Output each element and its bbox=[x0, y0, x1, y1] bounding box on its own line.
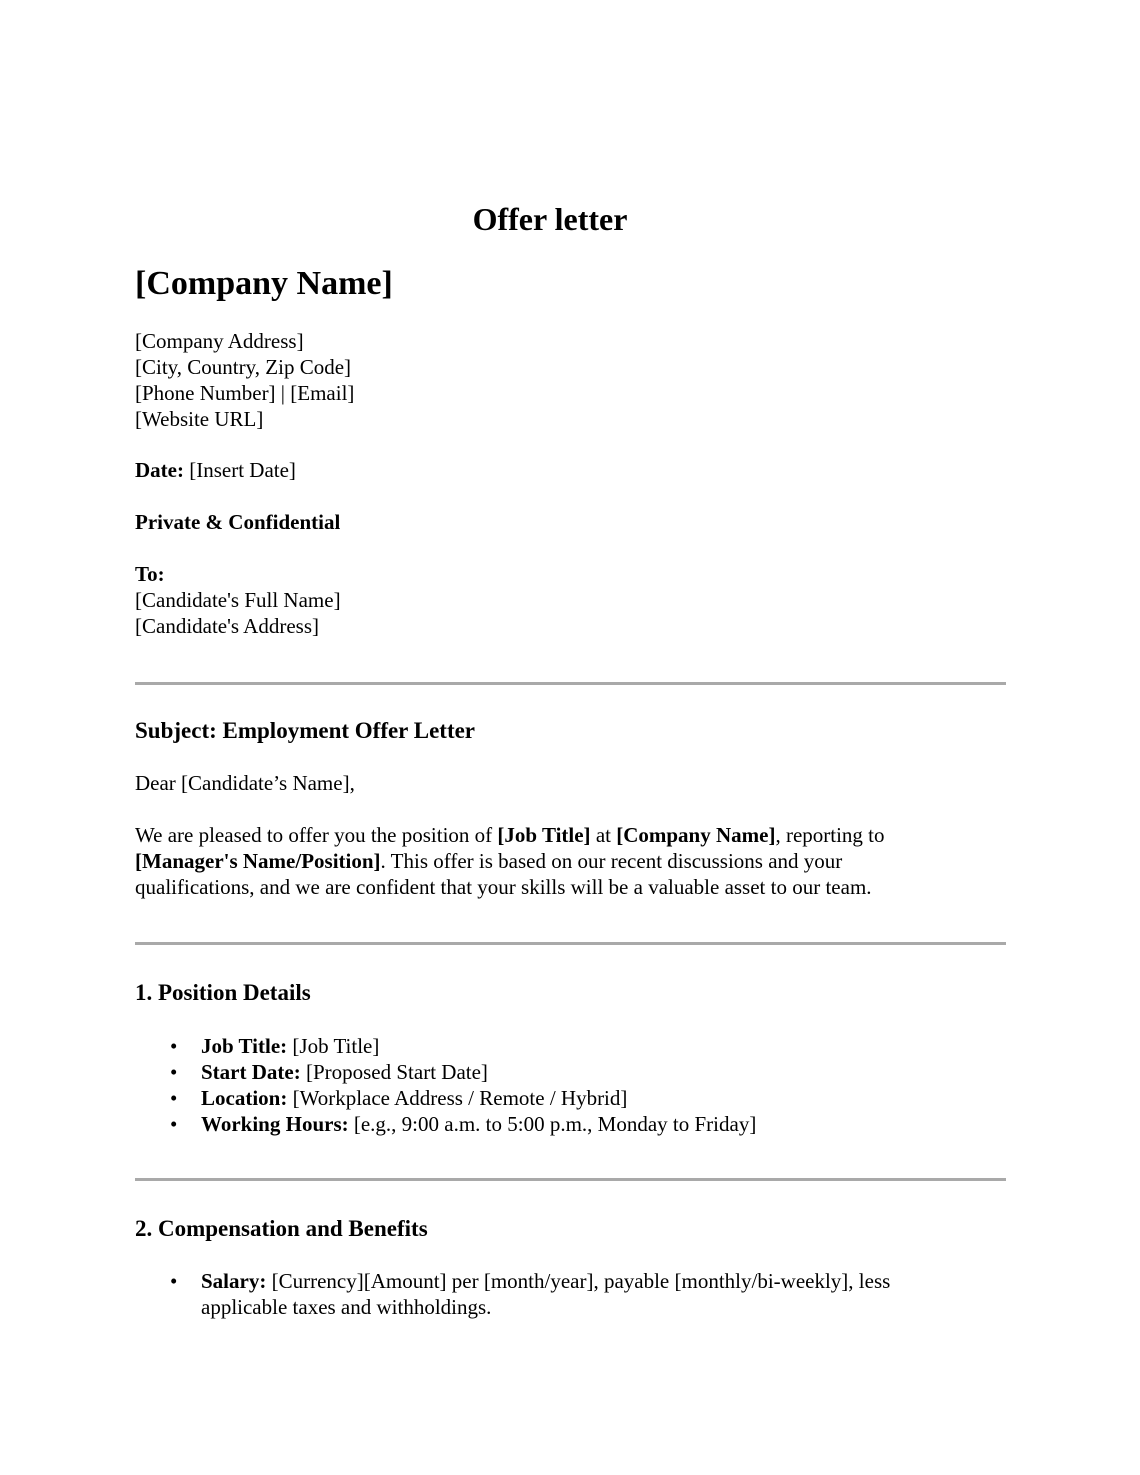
list-item bbox=[201, 1268, 890, 1294]
divider bbox=[135, 942, 1006, 945]
greeting: Dear [Candidate’s Name], bbox=[135, 771, 355, 795]
date-label: Date: bbox=[135, 458, 184, 482]
bullet-icon: • bbox=[170, 1086, 178, 1110]
divider bbox=[135, 1178, 1006, 1181]
item-label: Start Date: bbox=[201, 1060, 301, 1084]
candidate-address: [Candidate's Address] bbox=[135, 614, 319, 638]
company-website: [Website URL] bbox=[135, 407, 264, 431]
intro-text: . This offer is based on our recent discussions and your bbox=[380, 849, 843, 873]
item-label: Job Title: bbox=[201, 1034, 288, 1058]
list-item bbox=[201, 1111, 756, 1137]
item-value: [Currency][Amount] per [month/year], payable [monthly/bi-weekly], less bbox=[266, 1269, 891, 1293]
intro-text: , reporting to bbox=[775, 823, 885, 847]
list-item bbox=[201, 1085, 627, 1111]
item-value: [Job Title] bbox=[287, 1034, 380, 1058]
item-value: [e.g., 9:00 a.m. to 5:00 p.m., Monday to Friday] bbox=[348, 1112, 757, 1136]
list-item bbox=[201, 1059, 488, 1085]
candidate-name: [Candidate's Full Name] bbox=[135, 588, 341, 612]
intro-text: We are pleased to offer you the position of bbox=[135, 823, 498, 847]
item-label: Salary: bbox=[201, 1269, 267, 1293]
bullet-icon: • bbox=[170, 1269, 178, 1293]
job-title-placeholder: [Job Title] bbox=[497, 823, 591, 847]
item-value: [Proposed Start Date] bbox=[300, 1060, 488, 1084]
confidential-label: Private & Confidential bbox=[135, 510, 341, 534]
divider bbox=[135, 682, 1006, 685]
bullet-icon: • bbox=[170, 1060, 178, 1084]
company-name: [Company Name] bbox=[135, 265, 393, 302]
to-label: To: bbox=[135, 562, 165, 586]
list-item-continuation: applicable taxes and withholdings. bbox=[201, 1295, 492, 1319]
date-line bbox=[135, 457, 296, 483]
section-heading-position: 1. Position Details bbox=[135, 980, 311, 1005]
intro-line-1 bbox=[135, 822, 885, 848]
bullet-icon: • bbox=[170, 1112, 178, 1136]
intro-line-3: qualifications, and we are confident that your skills will be a valuable asset to our team. bbox=[135, 875, 872, 899]
company-address: [Company Address] bbox=[135, 329, 304, 353]
document-title: Offer letter bbox=[472, 201, 628, 237]
bullet-icon: • bbox=[170, 1034, 178, 1058]
item-value: [Workplace Address / Remote / Hybrid] bbox=[287, 1086, 628, 1110]
manager-placeholder: [Manager's Name/Position] bbox=[135, 849, 381, 873]
company-contact: [Phone Number] | [Email] bbox=[135, 381, 355, 405]
subject-heading: Subject: Employment Offer Letter bbox=[135, 718, 476, 743]
company-city: [City, Country, Zip Code] bbox=[135, 355, 352, 379]
list-item bbox=[201, 1033, 379, 1059]
date-value: [Insert Date] bbox=[183, 458, 296, 482]
item-label: Location: bbox=[201, 1086, 288, 1110]
intro-text: at bbox=[590, 823, 617, 847]
item-label: Working Hours: bbox=[201, 1112, 349, 1136]
intro-line-2 bbox=[135, 848, 842, 874]
section-heading-compensation: 2. Compensation and Benefits bbox=[135, 1216, 428, 1241]
company-name-placeholder: [Company Name] bbox=[616, 823, 776, 847]
